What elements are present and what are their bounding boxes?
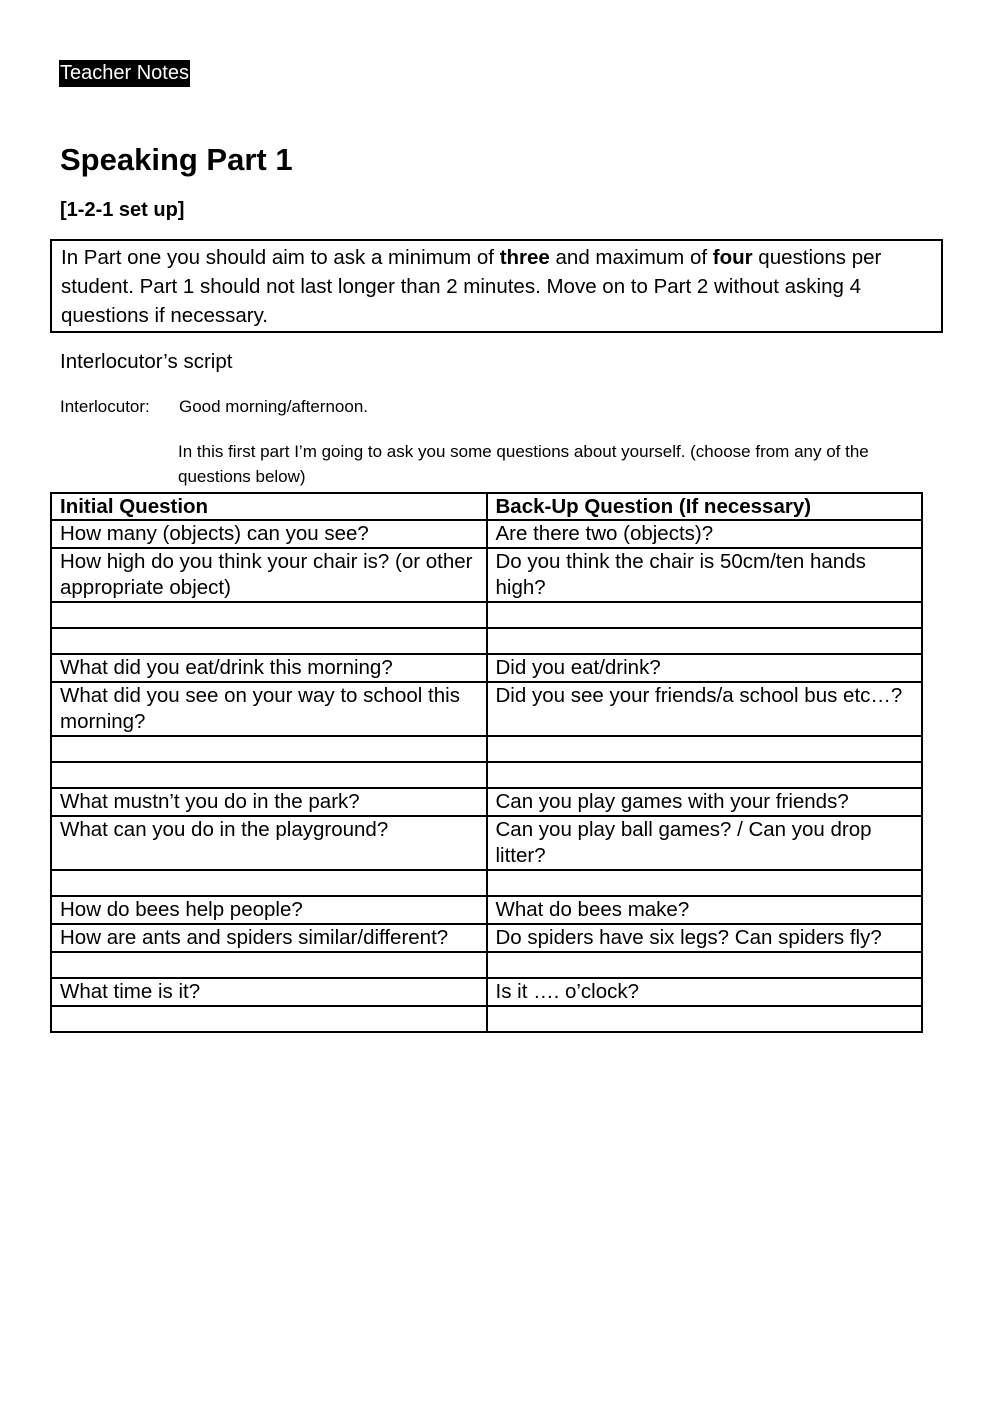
initial-question-cell bbox=[51, 736, 487, 762]
initial-question-cell bbox=[51, 870, 487, 896]
backup-question-cell: Are there two (objects)? bbox=[487, 520, 923, 548]
table-row bbox=[51, 602, 922, 628]
backup-question-cell: Do you think the chair is 50cm/ten hands high? bbox=[487, 548, 923, 602]
header-initial-question: Initial Question bbox=[51, 493, 487, 520]
instructions-text: and maximum of bbox=[549, 246, 713, 269]
interlocutor-label: Interlocutor: bbox=[60, 397, 150, 416]
initial-question-cell: How are ants and spiders similar/different? bbox=[51, 924, 487, 952]
initial-question-cell: How many (objects) can you see? bbox=[51, 520, 487, 548]
table-row bbox=[51, 952, 922, 978]
table-header-row bbox=[51, 493, 922, 520]
backup-question-cell: Do spiders have six legs? Can spiders fly? bbox=[487, 924, 923, 952]
backup-question-cell: Is it …. o’clock? bbox=[487, 978, 923, 1006]
table-row bbox=[51, 628, 922, 654]
greeting-text: Good morning/afternoon. bbox=[179, 397, 369, 416]
initial-question-cell: How high do you think your chair is? (or other appropriate object) bbox=[51, 548, 487, 602]
page-title: Speaking Part 1 bbox=[60, 142, 293, 177]
table-row bbox=[51, 520, 922, 548]
initial-question-cell: What can you do in the playground? bbox=[51, 816, 487, 870]
initial-question-cell bbox=[51, 628, 487, 654]
instructions-text: In Part one you should aim to ask a minimum of bbox=[61, 246, 500, 269]
teacher-notes-label: Teacher Notes bbox=[59, 60, 190, 87]
backup-question-cell bbox=[487, 952, 923, 978]
backup-question-cell: Did you see your friends/a school bus etc…? bbox=[487, 682, 923, 736]
backup-question-cell: Can you play games with your friends? bbox=[487, 788, 923, 816]
table-row bbox=[51, 978, 922, 1006]
table-row bbox=[51, 870, 922, 896]
table-row bbox=[51, 736, 922, 762]
script-heading: Interlocutor’s script bbox=[60, 350, 233, 373]
table-row bbox=[51, 816, 922, 870]
initial-question-cell: What did you eat/drink this morning? bbox=[51, 654, 487, 682]
table-row bbox=[51, 682, 922, 736]
intro-text: In this first part I’m going to ask you some questions about yourself. (choose from any of the questions below) bbox=[178, 442, 869, 486]
table-row bbox=[51, 924, 922, 952]
initial-question-cell bbox=[51, 952, 487, 978]
backup-question-cell bbox=[487, 736, 923, 762]
initial-question-cell: How do bees help people? bbox=[51, 896, 487, 924]
backup-question-cell: What do bees make? bbox=[487, 896, 923, 924]
instructions-text: questions per student. Part 1 should not last longer than 2 minutes. Move on to Part 2 without asking 4 questions if necessary. bbox=[61, 246, 882, 327]
initial-question-cell bbox=[51, 762, 487, 788]
table-row bbox=[51, 654, 922, 682]
setup-subtitle: [1-2-1 set up] bbox=[60, 199, 185, 221]
initial-question-cell: What did you see on your way to school this morning? bbox=[51, 682, 487, 736]
instructions-bold-max: four bbox=[712, 246, 753, 269]
table-row bbox=[51, 1006, 922, 1032]
instructions-bold-min: three bbox=[499, 246, 550, 269]
initial-question-cell bbox=[51, 602, 487, 628]
table-row bbox=[51, 788, 922, 816]
backup-question-cell: Did you eat/drink? bbox=[487, 654, 923, 682]
table-row bbox=[51, 548, 922, 602]
initial-question-cell: What mustn’t you do in the park? bbox=[51, 788, 487, 816]
backup-question-cell: Can you play ball games? / Can you drop litter? bbox=[487, 816, 923, 870]
backup-question-cell bbox=[487, 762, 923, 788]
backup-question-cell bbox=[487, 870, 923, 896]
backup-question-cell bbox=[487, 1006, 923, 1032]
questions-table bbox=[50, 492, 923, 1033]
header-backup-question: Back-Up Question (If necessary) bbox=[487, 493, 923, 520]
instructions-box bbox=[50, 239, 943, 333]
initial-question-cell: What time is it? bbox=[51, 978, 487, 1006]
table-row bbox=[51, 762, 922, 788]
backup-question-cell bbox=[487, 628, 923, 654]
backup-question-cell bbox=[487, 602, 923, 628]
initial-question-cell bbox=[51, 1006, 487, 1032]
table-row bbox=[51, 896, 922, 924]
